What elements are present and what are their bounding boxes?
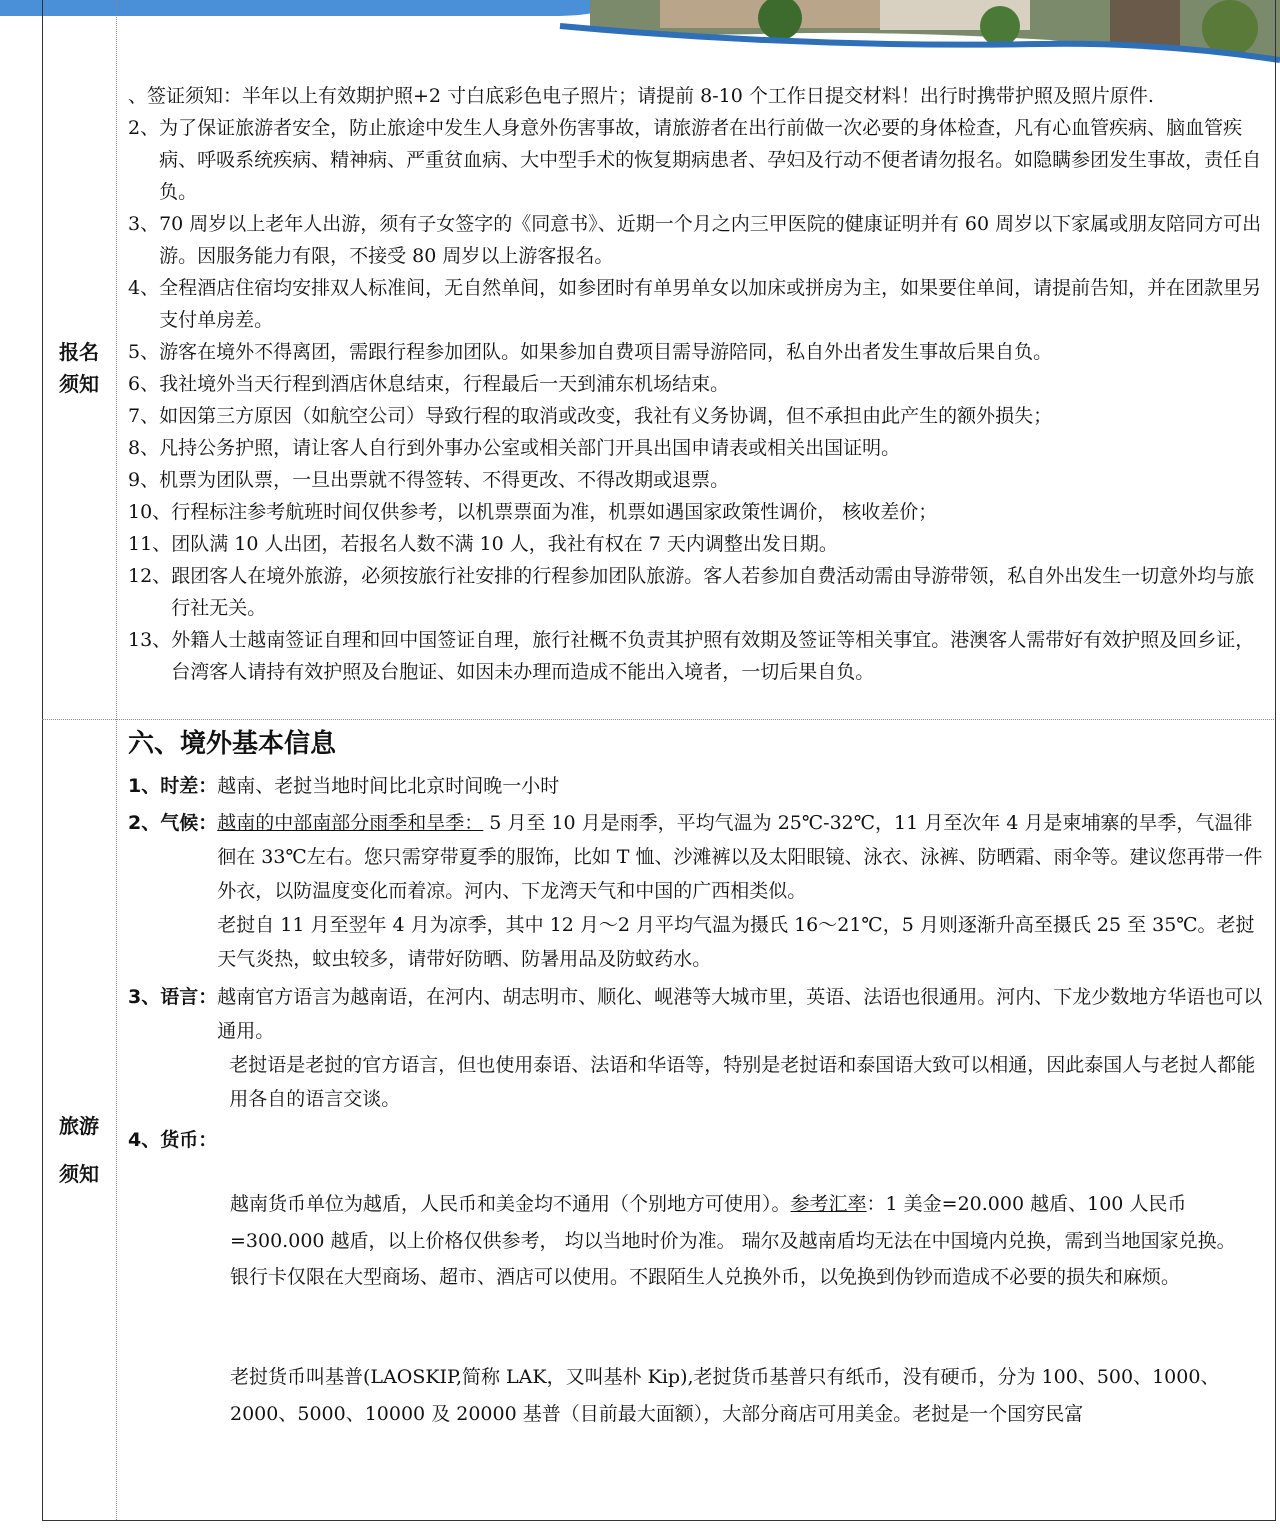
item-number: 9、 — [128, 469, 160, 491]
list-item — [128, 496, 1268, 528]
language — [128, 980, 1268, 1116]
item-number: 、 — [128, 85, 148, 107]
item-text: 如因第三方原因（如航空公司）导致行程的取消或改变，我社有义务协调，但不承担由此产生的额外损失； — [159, 405, 1053, 427]
sub-label: 4、货币： — [128, 1129, 218, 1151]
item-number: 11、 — [128, 533, 172, 555]
list-item — [128, 624, 1268, 688]
item-text: 签证须知：半年以上有效期护照+2 寸白底彩色电子照片；请提前 8-10 个工作日提交材料！出行时携带护照及照片原件. — [147, 85, 1154, 107]
registration-notes — [128, 80, 1268, 688]
climate-subtitle: 越南的中部南部分雨季和旱季： — [217, 812, 484, 834]
currency-text: 老挝货币叫基普(LAOSKIP,简称 LAK，又叫基朴 Kip),老挝货币基普只有纸币，没有硬币，分为 100、500、1000、2000、5000、10000 及 20000 基普（目前最大面额），大部分商店可用美金。老挝是一个国穷民富 — [230, 1366, 1220, 1425]
label-line: 须知 — [59, 1162, 99, 1186]
list-item — [128, 336, 1268, 368]
list-item — [128, 272, 1268, 336]
item-text: 机票为团队票，一旦出票就不得签转、不得更改、不得改期或退票。 — [159, 469, 730, 491]
item-text: 游客在境外不得离团，需跟行程参加团队。如果参加自费项目需导游陪同，私自外出者发生事故后果自负。 — [159, 341, 1053, 363]
list-item — [128, 112, 1268, 208]
section-label-registration — [46, 336, 112, 400]
list-item — [128, 560, 1268, 624]
label-line: 报名 — [59, 340, 99, 364]
language-text: 老挝语是老挝的官方语言，但也使用泰语、法语和华语等，特别是老挝语和泰国语大致可以相通，因此泰国人与老挝人都能用各自的语言交谈。 — [229, 1054, 1256, 1110]
travel-info — [128, 724, 1268, 1433]
item-text: 凡持公务护照，请让客人自行到外事办公室或相关部门开具出国申请表或相关出国证明。 — [159, 437, 901, 459]
item-text: 行程标注参考航班时间仅供参考，以机票票面为准，机票如遇国家政策性调价， 核收差价； — [171, 501, 938, 523]
currency-text: ：1 美金=20.000 越盾、100 人民币=300.000 越盾，以上价格仅供参考， 均以当地时价为准。 瑞尔及越南盾均无法在中国境内兑换，需到当地国家兑换。 — [230, 1193, 1236, 1252]
language-text: 越南官方语言为越南语，在河内、胡志明市、顺化、岘港等大城市里，英语、法语也很通用。河内、下龙少数地方华语也可以通用。 — [217, 986, 1263, 1042]
climate-text: 老挝自 11 月至翌年 4 月为凉季，其中 12 月～2 月平均气温为摄氏 16～21℃，5 月则逐渐升高至摄氏 25 至 35℃。老挝天气炎热，蚊虫较多，请带好防晒、防暑用品及防蚊药水。 — [217, 914, 1255, 970]
currency-details — [128, 1186, 1268, 1433]
item-number: 6、 — [128, 373, 160, 395]
item-text: 跟团客人在境外旅游，必须按旅行社安排的行程参加团队旅游。客人若参加自费活动需由导游带领，私自外出发生一切意外均与旅行社无关。 — [171, 565, 1255, 619]
item-text: 为了保证旅游者安全，防止旅途中发生人身意外伤害事故，请旅游者在出行前做一次必要的身体检查，凡有心血管疾病、脑血管疾病、呼吸系统疾病、精神病、严重贫血病、大中型手术的恢复期病患者、孕妇及行动不便者请勿报名。如隐瞒参团发生事故，责任自负。 — [159, 117, 1262, 203]
list-item — [128, 368, 1268, 400]
list-item — [128, 464, 1268, 496]
item-number: 7、 — [128, 405, 160, 427]
climate — [128, 806, 1268, 976]
item-text: 我社境外当天行程到酒店休息结束，行程最后一天到浦东机场结束。 — [159, 373, 730, 395]
sub-text: 越南、老挝当地时间比北京时间晚一小时 — [217, 775, 560, 797]
column-divider — [116, 0, 117, 1520]
currency — [128, 1124, 1268, 1156]
item-number: 10、 — [128, 501, 172, 523]
label-line: 旅游 — [59, 1114, 99, 1138]
item-number: 2、 — [128, 117, 160, 139]
section-label-travel — [46, 1102, 112, 1198]
sub-label: 2、气候： — [128, 812, 218, 834]
label-line: 须知 — [59, 372, 99, 396]
item-number: 13、 — [128, 629, 172, 651]
item-text: 70 周岁以上老年人出游，须有子女签字的《同意书》、近期一个月之内三甲医院的健康证明并有 60 周岁以下家属或朋友陪同方可出游。因服务能力有限，不接受 80 周岁以上游客报名。 — [159, 213, 1262, 267]
currency-text: 越南货币单位为越盾，人民币和美金均不通用（个别地方可使用）。 — [230, 1193, 791, 1215]
currency-text: 银行卡仅限在大型商场、超市、酒店可以使用。不跟陌生人兑换外币，以免换到伪钞而造成不必要的损失和麻烦。 — [230, 1266, 1181, 1288]
list-item — [128, 80, 1268, 112]
exchange-rate-label: 参考汇率 — [790, 1193, 867, 1215]
climate-text: 5 月至 10 月是雨季，平均气温为 25℃-32℃，11 月至次年 4 月是柬埔寨的旱季，气温徘徊在 33℃左右。您只需穿带夏季的服饰，比如 T 恤、沙滩裤以及太阳眼镜、泳衣、泳裤、防晒霜、雨伞等。建议您再带一件外衣，以防温度变化而着凉。河内、下龙湾天气和中国的广西相类似。 — [217, 812, 1263, 902]
sub-label: 3、语言： — [128, 986, 218, 1008]
item-text: 外籍人士越南签证自理和回中国签证自理，旅行社概不负责其护照有效期及签证等相关事宜。港澳客人需带好有效护照及回乡证，台湾客人请持有效护照及台胞证、如因未办理而造成不能出入境者，一切后果自负。 — [171, 629, 1255, 683]
item-number: 8、 — [128, 437, 160, 459]
list-item — [128, 208, 1268, 272]
item-text: 全程酒店住宿均安排双人标准间，无自然单间，如参团时有单男单女以加床或拼房为主，如果要住单间，请提前告知，并在团款里另支付单房差。 — [159, 277, 1262, 331]
list-item — [128, 400, 1268, 432]
row-divider — [42, 719, 1274, 720]
item-text: 团队满 10 人出团，若报名人数不满 10 人，我社有权在 7 天内调整出发日期。 — [171, 533, 838, 555]
item-number: 3、 — [128, 213, 160, 235]
section-heading: 六、境外基本信息 — [128, 729, 337, 759]
time-difference — [128, 770, 1268, 802]
item-number: 5、 — [128, 341, 160, 363]
list-item — [128, 432, 1268, 464]
sub-label: 1、时差： — [128, 775, 218, 797]
item-number: 4、 — [128, 277, 160, 299]
list-item — [128, 528, 1268, 560]
item-number: 12、 — [128, 565, 172, 587]
